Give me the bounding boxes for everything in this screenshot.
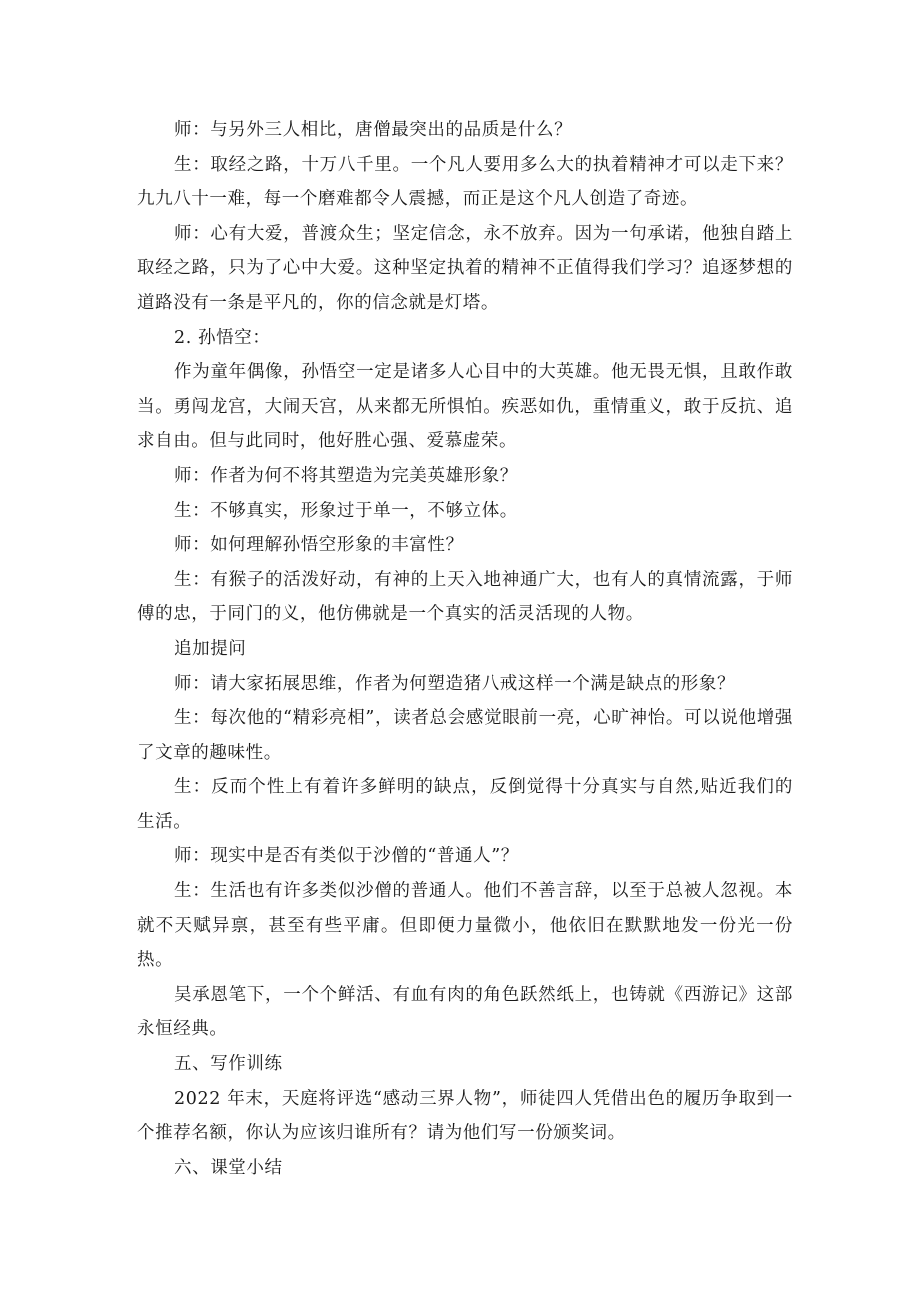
paragraph-teacher-summary-tangseng: 师：心有大爱，普渡众生；坚定信念，永不放弃。因为一句承诺，他独自踏上取经之路，只为了心中大爱。这种坚定执着的精神不正值得我们学习？追逐梦想的道路没有一条是平凡的，你的信念就是灯塔。 xyxy=(137,223,793,313)
paragraph-teacher-question-richness: 师：如何理解孙悟空形象的丰富性？ xyxy=(174,535,464,556)
paragraph-teacher-question-hero: 师：作者为何不将其塑造为完美英雄形象？ xyxy=(174,465,518,486)
section-heading-sunwukong: 2. 孙悟空： xyxy=(174,327,271,348)
paragraph-sunwukong-description: 作为童年偶像，孙悟空一定是诸多人心目中的大英雄。他无畏无惧，且敢作敢当。勇闯龙宫，大闹天宫，从来都无所惧怕。疾恶如仇，重情重义，敢于反抗、追求自由。但与此同时，他好胜心强、爱慕虚荣。 xyxy=(137,362,793,452)
paragraph-student-answer-shaseng: 生：生活也有许多类似沙僧的普通人。他们不善言辞，以至于总被人忽视。本就不天赋异禀，甚至有些平庸。但即便力量微小，他依旧在默默地发一份光一份热。 xyxy=(137,881,793,971)
heading-follow-up-question: 追加提问 xyxy=(174,638,247,659)
paragraph-student-answer-zhubajie-1: 生：每次他的“精彩亮相”，读者总会感觉眼前一亮，心旷神怡。可以说他增强了文章的趣味性。 xyxy=(137,708,793,763)
paragraph-student-answer-tangseng: 生：取经之路，十万八千里。一个凡人要用多么大的执着精神才可以走下来？九九八十一难，每一个磨难都令人震撼，而正是这个凡人创造了奇迹。 xyxy=(137,154,793,210)
paragraph-conclusion-wuchengen: 吴承恩笔下，一个个鲜活、有血有肉的角色跃然纸上，也铸就《西游记》这部永恒经典。 xyxy=(137,984,793,1040)
section-heading-writing-practice: 五、写作训练 xyxy=(174,1054,283,1075)
paragraph-teacher-question-tangseng: 师：与另外三人相比，唐僧最突出的品质是什么？ xyxy=(174,120,573,140)
paragraph-student-answer-zhubajie-2: 生：反而个性上有着许多鲜明的缺点，反倒觉得十分真实与自然,贴近我们的生活。 xyxy=(137,777,793,832)
paragraph-student-answer-hero: 生：不够真实，形象过于单一，不够立体。 xyxy=(174,500,518,521)
section-heading-class-summary: 六、课堂小结 xyxy=(174,1157,283,1178)
paragraph-writing-assignment: 2022 年末，天庭将评选“感动三界人物”，师徒四人凭借出色的履历争取到一个推荐名额，你认为应该归谁所有？请为他们写一份颁奖词。 xyxy=(137,1088,793,1144)
paragraph-teacher-question-zhubajie: 师：请大家拓展思维，作者为何塑造猪八戒这样一个满是缺点的形象？ xyxy=(174,673,736,694)
paragraph-teacher-question-shaseng: 师：现实中是否有类似于沙僧的“普通人”？ xyxy=(174,846,519,867)
document-body xyxy=(137,113,793,1185)
paragraph-student-answer-richness: 生：有猴子的活泼好动，有神的上天入地神通广大，也有人的真情流露，于师傅的忠，于同门的义，他仿佛就是一个真实的活灵活现的人物。 xyxy=(137,569,793,625)
